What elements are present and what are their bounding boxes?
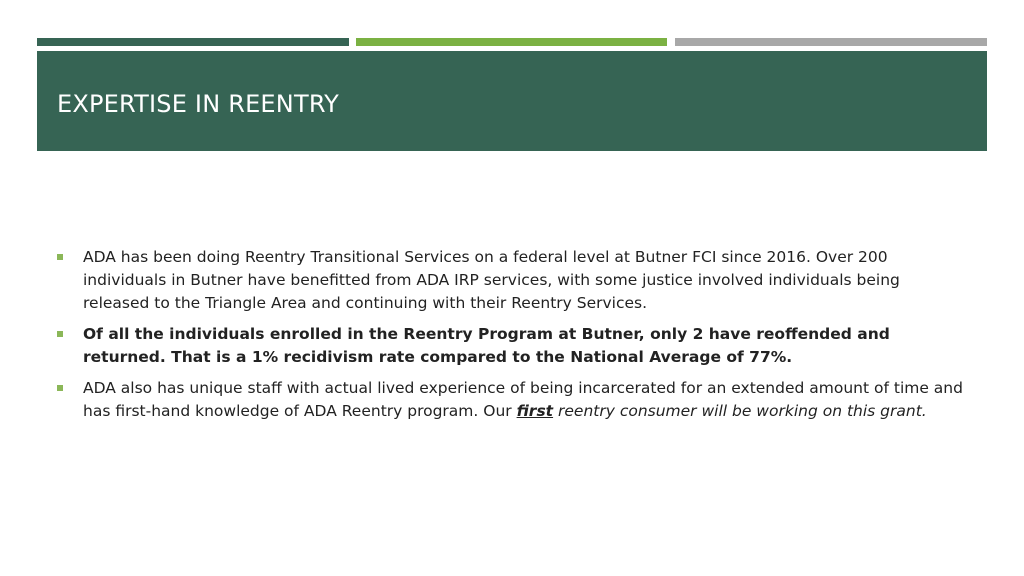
slide-title: EXPERTISE IN REENTRY <box>57 90 340 118</box>
bullet-emphasis: first <box>516 402 554 420</box>
bullet-text: ADA also has unique staff with actual lived experience of being incarcerated for an extended amount of time and has first-hand knowledge of ADA Reentry program. Our <box>83 379 963 420</box>
bullet-item-2 <box>57 323 967 369</box>
bullet-item-3 <box>57 377 967 423</box>
bullet-square-icon <box>57 385 63 391</box>
bullet-text: ADA has been doing Reentry Transitional Services on a federal level at Butner FCI since 2016. Over 200 individuals in Butner have benefitted from ADA IRP services, with some justice involved individuals being released to the Triangle Area and continuing with their Reentry Services. <box>83 248 900 312</box>
bullet-text: Of all the individuals enrolled in the Reentry Program at Butner, only 2 have reoffended and returned. That is a 1% recidivism rate compared to the National Average of 77%. <box>83 325 890 366</box>
bullet-item-1 <box>57 246 967 315</box>
title-band <box>37 51 987 151</box>
accent-bar-dark-green <box>37 38 349 46</box>
accent-bar-gray <box>675 38 987 46</box>
accent-bar-light-green <box>356 38 667 46</box>
bullet-list <box>57 246 967 431</box>
bullet-square-icon <box>57 254 63 260</box>
bullet-text-italic: reentry consumer will be working on this grant. <box>553 402 927 420</box>
bullet-square-icon <box>57 331 63 337</box>
